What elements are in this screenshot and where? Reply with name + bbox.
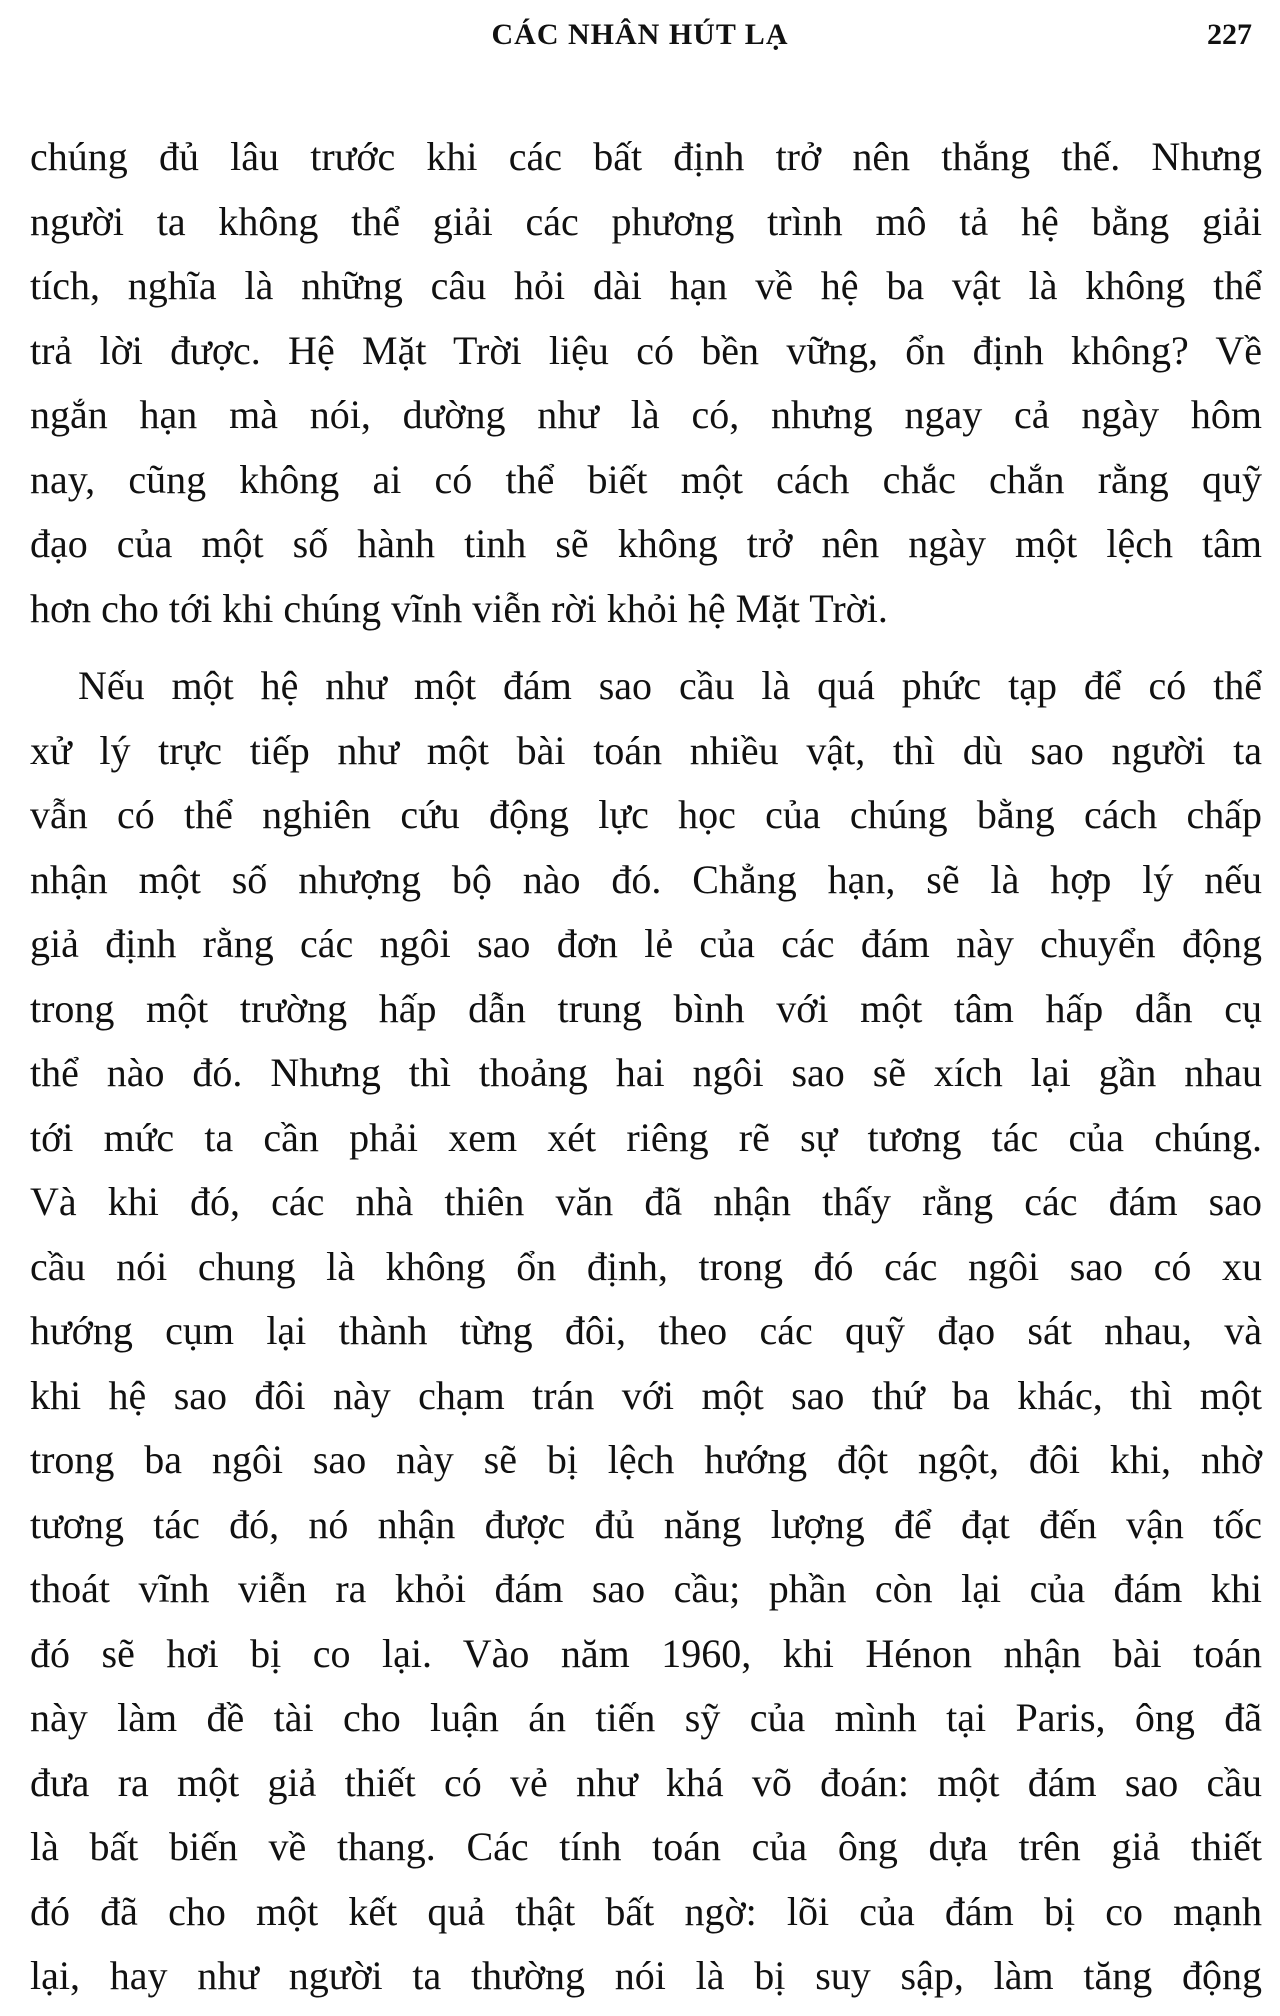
text-line: tương tác đó, nó nhận được đủ năng lượng để đạt đến vận tốc xyxy=(30,1501,1262,1547)
text-line: nhận một số nhượng bộ nào đó. Chẳng hạn, sẽ là hợp lý nếu xyxy=(30,856,1262,902)
text-line: chúng đủ lâu trước khi các bất định trở nên thắng thế. Nhưng xyxy=(30,134,1262,179)
text-line: trả lời được. Hệ Mặt Trời liệu có bền vững, ổn định không? Về xyxy=(30,327,1262,373)
text-line: tích, nghĩa là những câu hỏi dài hạn về hệ ba vật là không thể xyxy=(30,263,1262,308)
text-line: khi hệ sao đôi này chạm trán với một sao thứ ba khác, thì một xyxy=(30,1372,1262,1418)
text-line: người ta không thể giải các phương trình mô tả hệ bằng giải xyxy=(30,198,1262,244)
text-line: trong ba ngôi sao này sẽ bị lệch hướng đột ngột, đôi khi, nhờ xyxy=(30,1437,1262,1482)
text-line: tới mức ta cần phải xem xét riêng rẽ sự tương tác của chúng. xyxy=(30,1114,1262,1160)
page-number: 227 xyxy=(1207,18,1252,51)
text-line: là bất biến về thang. Các tính toán của ông dựa trên giả thiết xyxy=(30,1824,1262,1869)
text-line: thoát vĩnh viễn ra khỏi đám sao cầu; phần còn lại của đám khi xyxy=(30,1566,1262,1611)
text-line: đó đã cho một kết quả thật bất ngờ: lõi của đám bị co mạnh xyxy=(30,1888,1262,1934)
text-line: thể nào đó. Nhưng thì thoảng hai ngôi sao sẽ xích lại gần nhau xyxy=(30,1050,1262,1095)
text-line: Nếu một hệ như một đám sao cầu là quá phức tạp để có thể xyxy=(78,663,1262,708)
text-line: ngắn hạn mà nói, dường như là có, nhưng ngay cả ngày hôm xyxy=(30,392,1262,437)
paragraph-2 xyxy=(30,654,1262,2009)
text-line: đạo của một số hành tinh sẽ không trở nên ngày một lệch tâm xyxy=(30,521,1262,566)
text-line: giả định rằng các ngôi sao đơn lẻ của các đám này chuyển động xyxy=(30,921,1262,966)
text-line: vẫn có thể nghiên cứu động lực học của chúng bằng cách chấp xyxy=(30,792,1262,837)
text-line: trong một trường hấp dẫn trung bình với một tâm hấp dẫn cụ xyxy=(30,985,1262,1031)
paragraph-gap xyxy=(30,641,1262,654)
text-line: Và khi đó, các nhà thiên văn đã nhận thấy rằng các đám sao xyxy=(30,1179,1262,1224)
text-line: hơn cho tới khi chúng vĩnh viễn rời khỏi hệ Mặt Trời. xyxy=(30,585,888,631)
text-line: nay, cũng không ai có thể biết một cách chắc chắn rằng quỹ xyxy=(30,456,1262,502)
body-text xyxy=(30,125,1262,2009)
text-line: đưa ra một giả thiết có vẻ như khá võ đoán: một đám sao cầu xyxy=(30,1759,1262,1805)
text-line: đó sẽ hơi bị co lại. Vào năm 1960, khi Hénon nhận bài toán xyxy=(30,1630,1262,1676)
text-line: lại, hay như người ta thường nói là bị suy sập, làm tăng động xyxy=(30,1953,1262,1998)
text-line: này làm đề tài cho luận án tiến sỹ của mình tại Paris, ông đã xyxy=(30,1695,1262,1740)
text-line: cầu nói chung là không ổn định, trong đó các ngôi sao có xu xyxy=(30,1243,1262,1289)
running-header xyxy=(0,12,1280,64)
text-line: hướng cụm lại thành từng đôi, theo các quỹ đạo sát nhau, và xyxy=(30,1308,1262,1353)
chapter-title: CÁC NHÂN HÚT LẠ xyxy=(491,18,789,51)
paragraph-1 xyxy=(30,125,1262,641)
text-line: xử lý trực tiếp như một bài toán nhiều vật, thì dù sao người ta xyxy=(30,727,1262,773)
